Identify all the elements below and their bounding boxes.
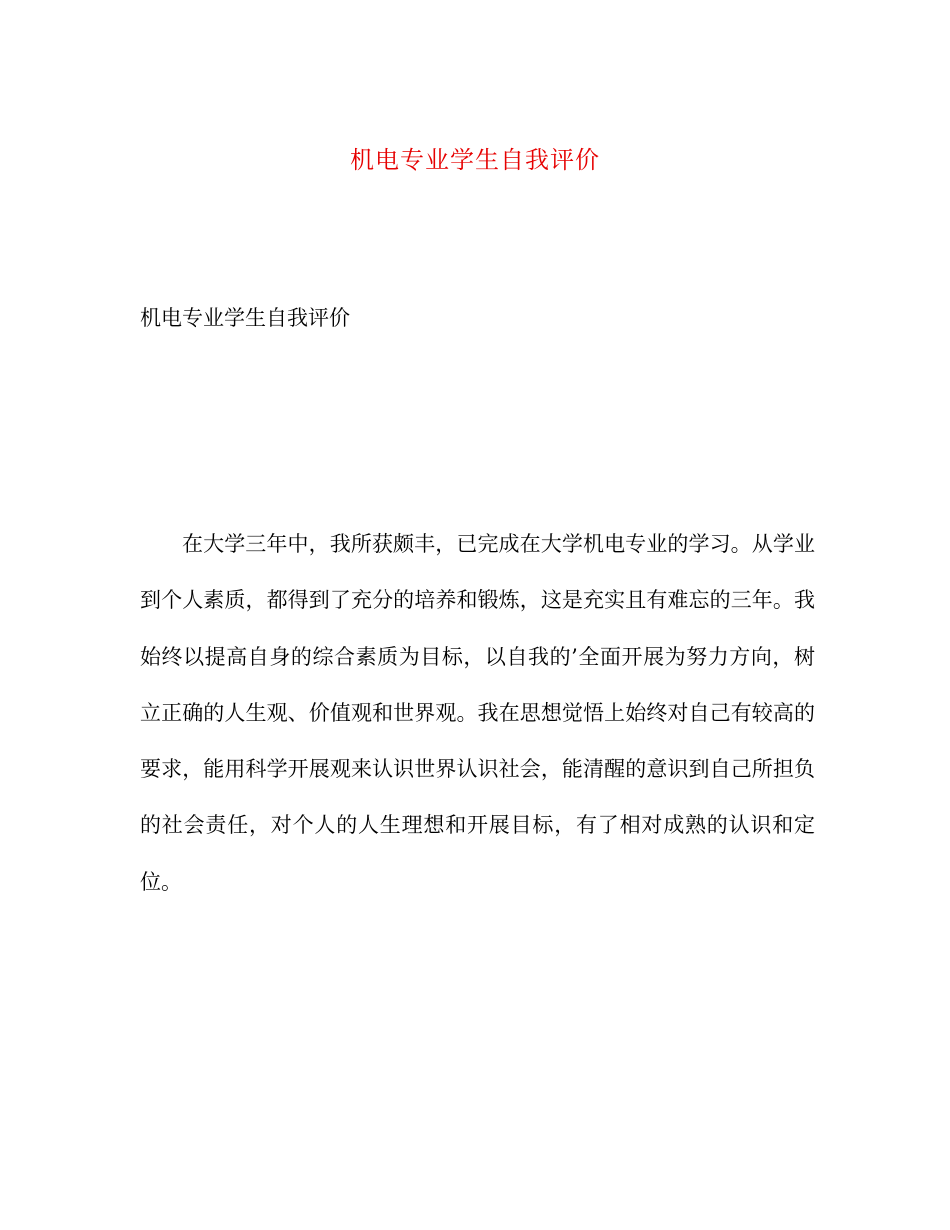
body-paragraph: 在大学三年中，我所获颇丰，已完成在大学机电专业的学习。从学业到个人素质，都得到了充分的培养和锻炼，这是充实且有难忘的三年。我始终以提高自身的综合素质为目标，以自我的’全面开展为努力方向，树立正确的人生观、价值观和世界观。我在思想觉悟上始终对自己有较高的要求，能用科学开展观来认识世界认识社会，能清醒的意识到自己所担负的社会责任，对个人的人生理想和开展目标，有了相对成熟的认识和定位。 — [140, 532, 815, 894]
document-title: 机电专业学生自我评价 — [350, 146, 600, 174]
document-subtitle: 机电专业学生自我评价 — [140, 306, 350, 330]
